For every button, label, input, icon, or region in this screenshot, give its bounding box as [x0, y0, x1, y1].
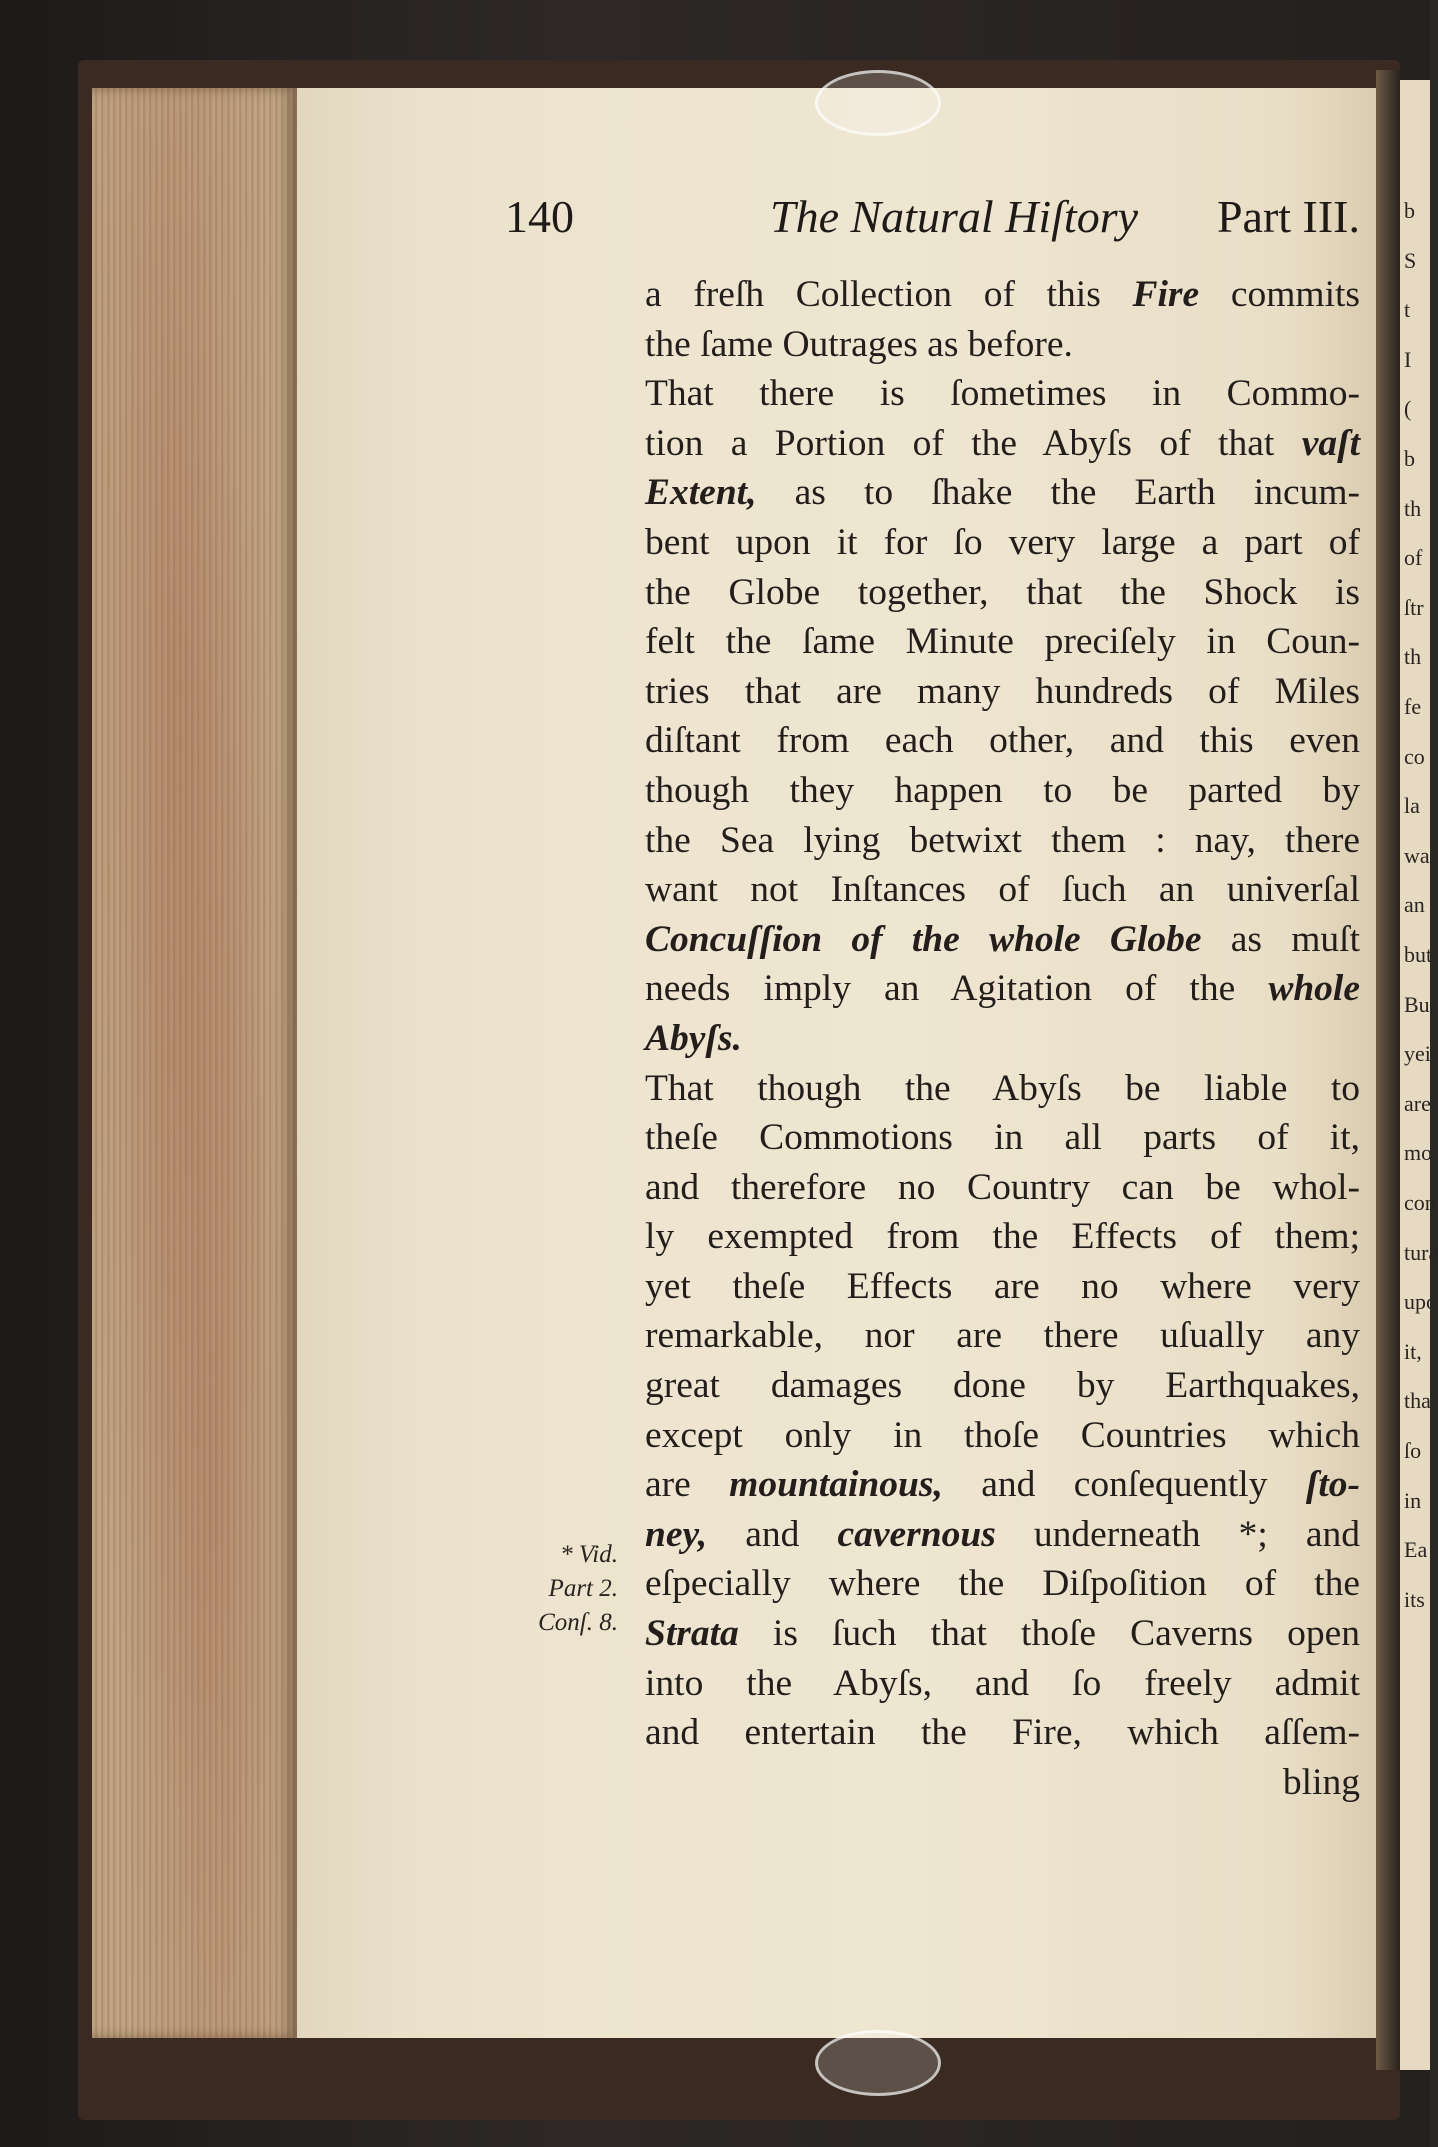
text-run: except only in thoſe Countries which	[645, 1414, 1360, 1456]
text-line	[645, 1361, 1360, 1411]
book-gutter	[1376, 70, 1400, 2070]
running-header	[505, 190, 1360, 260]
facing-page-fragment: co	[1404, 743, 1425, 769]
text-run: as muſt	[1201, 918, 1360, 960]
facing-page-fragment: la	[1404, 793, 1420, 819]
italic-run: whole	[1268, 968, 1360, 1010]
text-run: needs imply an Agitation of the	[645, 968, 1269, 1010]
facing-page-edge	[1400, 80, 1438, 2070]
text-run: though they happen to be parted by	[645, 769, 1360, 811]
facing-page-fragment: t	[1404, 297, 1411, 323]
facing-page-fragment: in	[1404, 1487, 1422, 1513]
text-run: as to ſhake the Earth incum-	[756, 472, 1360, 514]
text-line	[645, 270, 1360, 320]
text-line	[645, 617, 1360, 667]
facing-page-fragment: ſo	[1404, 1438, 1422, 1463]
text-run: and entertain the Fire, which aſſem-	[645, 1712, 1360, 1754]
text-run: That there is ſometimes in Commo-	[645, 373, 1360, 415]
facing-page-fragment: th	[1404, 644, 1422, 670]
text-line	[645, 1113, 1360, 1163]
italic-run: Strata	[645, 1613, 739, 1655]
text-run: into the Abyſs, and ſo freely admit	[645, 1662, 1360, 1704]
text-run: the ſame Outrages as before.	[645, 323, 1073, 365]
text-line	[645, 1311, 1360, 1361]
italic-run: ney,	[645, 1513, 708, 1555]
facing-page-fragment: ſtr	[1404, 594, 1424, 620]
text-line	[645, 419, 1360, 469]
text-run: and conſequently	[942, 1464, 1306, 1506]
facing-page-fragment: but	[1404, 942, 1433, 967]
text-run: tion a Portion of the Abyſs of that	[645, 422, 1302, 464]
facing-page-fragment: b	[1404, 198, 1415, 223]
text-run: want not Inſtances of ſuch an univerſal	[645, 869, 1360, 911]
italic-run: mountainous,	[729, 1464, 943, 1506]
facing-page-fragment: I	[1404, 346, 1412, 372]
text-line	[645, 320, 1360, 370]
facing-page-fragment: th	[1404, 495, 1422, 521]
text-run: tries that are many hundreds of Miles	[645, 670, 1360, 712]
text-run: ly exempted from the Effects of them;	[645, 1216, 1360, 1258]
text-line	[645, 1212, 1360, 1262]
facing-page-fragment: tha	[1404, 1388, 1431, 1414]
text-line	[645, 1163, 1360, 1213]
text-run: and	[707, 1513, 838, 1555]
text-line	[645, 1064, 1360, 1114]
facing-page-fragment: con	[1404, 1190, 1436, 1215]
italic-run: Fire	[1132, 274, 1200, 315]
text-run: diſtant from each other, and this even	[645, 720, 1360, 762]
text-line	[645, 369, 1360, 419]
text-line	[645, 1559, 1360, 1609]
italic-run: Concuſſion of the whole Globe	[645, 918, 1202, 960]
italic-run: cavernous	[837, 1513, 996, 1555]
facing-page-fragment: upo	[1404, 1289, 1437, 1315]
text-line	[645, 1510, 1360, 1560]
text-line	[645, 468, 1360, 518]
text-run: a freſh Collection of this	[645, 274, 1133, 315]
body-text	[645, 270, 1360, 1807]
text-run: That though the Abyſs be liable to	[645, 1067, 1360, 1109]
text-run: great damages done by Earthquakes,	[645, 1365, 1360, 1407]
text-run: is ſuch that thoſe Caverns open	[738, 1613, 1360, 1655]
margin-note-line: Part 2.	[548, 1575, 618, 1602]
italic-run: vaſt	[1301, 422, 1360, 464]
text-run: remarkable, nor are there uſually any	[645, 1315, 1360, 1357]
italic-run: ſto-	[1305, 1464, 1360, 1506]
text-line	[645, 518, 1360, 568]
text-line	[645, 568, 1360, 618]
text-line	[645, 1708, 1360, 1758]
facing-page-fragment: Ea	[1404, 1537, 1428, 1563]
italic-run: Abyſs.	[645, 1017, 742, 1059]
text-run: commits	[1199, 274, 1360, 315]
margin-note-line: Conſ. 8.	[538, 1609, 618, 1636]
text-run: eſpecially where the Diſpoſition of the	[645, 1563, 1360, 1605]
margin-note	[498, 1538, 618, 1640]
text-run: felt the ſame Minute preciſely in Coun-	[645, 621, 1360, 663]
text-run: are	[645, 1464, 730, 1506]
facing-page-fragment: (	[1404, 396, 1412, 422]
text-line	[645, 964, 1360, 1014]
page-number: 140	[505, 191, 574, 242]
text-line	[645, 816, 1360, 866]
italic-run: Extent,	[645, 472, 757, 514]
facing-page-fragment: mo	[1404, 1140, 1433, 1166]
page-clip-top	[815, 70, 941, 136]
page-clip-bottom	[815, 2030, 941, 2096]
facing-page-fragment: it,	[1404, 1338, 1422, 1364]
text-line	[645, 1411, 1360, 1461]
running-title: The Natural Hiſtory	[770, 191, 1139, 242]
text-line	[645, 1262, 1360, 1312]
facing-page-fragment: yei	[1404, 1041, 1431, 1067]
part-label: Part III.	[1216, 191, 1360, 242]
text-run: bent upon it for ſo very large a part of	[645, 521, 1360, 563]
facing-page-fragment: its	[1404, 1586, 1425, 1612]
text-run: yet theſe Effects are no where very	[645, 1265, 1360, 1307]
text-line	[645, 1659, 1360, 1709]
text-line	[645, 1460, 1360, 1510]
text-run: the Sea lying betwixt them : nay, there	[645, 819, 1360, 861]
facing-page-fragment: of	[1404, 545, 1423, 571]
text-line	[645, 667, 1360, 717]
text-line	[645, 1014, 1360, 1064]
text-line	[645, 1609, 1360, 1659]
facing-page-fragment: are	[1404, 1090, 1431, 1116]
facing-page-fragment: tura	[1404, 1239, 1438, 1265]
facing-page-fragment: an	[1404, 892, 1425, 918]
text-run: the Globe together, that the Shock is	[645, 571, 1360, 613]
text-line	[645, 915, 1360, 965]
text-run: and therefore no Country can be whol-	[645, 1166, 1360, 1208]
text-run: underneath *; and	[995, 1513, 1360, 1555]
facing-page-fragment: wa	[1404, 842, 1430, 868]
text-run: theſe Commotions in all parts of it,	[645, 1117, 1360, 1159]
catchword: bling	[1282, 1761, 1360, 1803]
text-line	[645, 716, 1360, 766]
facing-page-fragment: S	[1404, 247, 1417, 273]
page-fore-edge	[92, 88, 297, 2038]
text-line	[645, 766, 1360, 816]
text-line	[645, 865, 1360, 915]
facing-page-fragment: But	[1404, 991, 1436, 1017]
facing-page-fragment: fe	[1404, 694, 1422, 719]
margin-note-line: * Vid.	[560, 1541, 618, 1568]
facing-page-fragment: b	[1404, 446, 1415, 471]
